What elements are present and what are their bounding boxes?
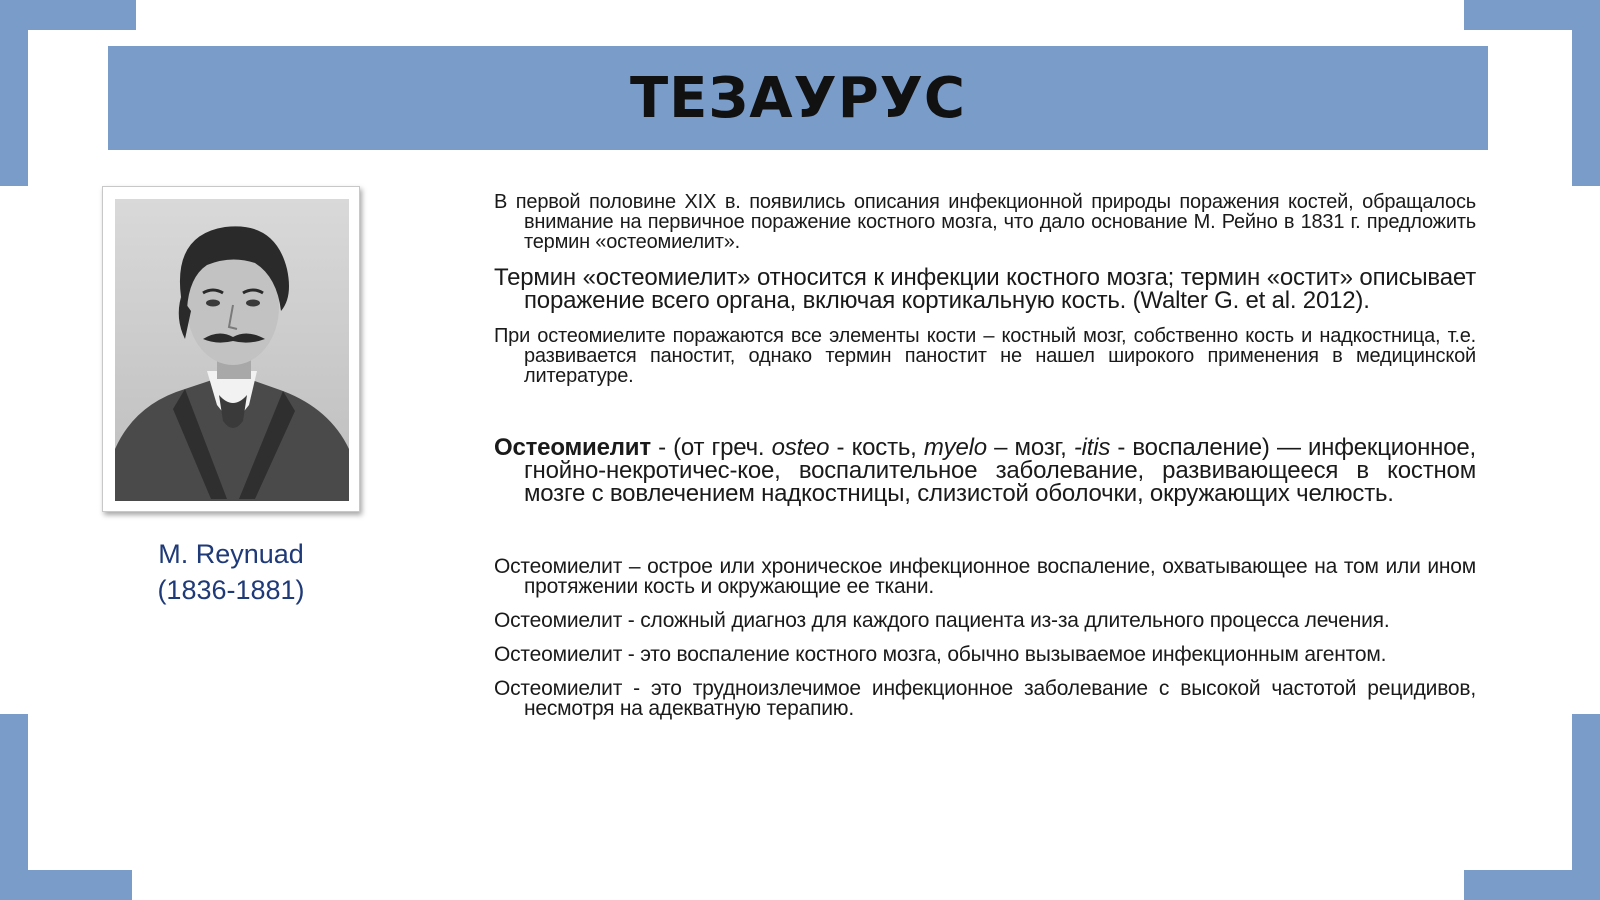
etymology-text: - кость, (829, 434, 924, 461)
portrait-name: M. Reynuad (158, 539, 304, 569)
paragraph-term-definition: Термин «остеомиелит» относится к инфекции костного мозга; термин «остит» описывает поражение всего органа, включая кортикальную кость. (Walter G. et al. 2012). (494, 264, 1476, 314)
page-title: ТЕЗАУРУС (629, 65, 967, 131)
paragraph-etymology (494, 436, 1476, 505)
definition-item: Остеомиелит - это воспаление костного мозга, обычно вызываемое инфекционным агентом. (494, 643, 1387, 666)
etymology-text: – мозг, (986, 434, 1074, 461)
etymology-osteo: osteo (771, 434, 830, 461)
term-osteomyelitis: Остеомиелит (494, 434, 651, 461)
etymology-text: - (от греч. (650, 434, 772, 461)
definition-item: Остеомиелит - это трудноизлечимое инфекционное заболевание с высокой частотой рецидивов, несмотря на адекватную терапию. (494, 677, 1476, 720)
definition-item: Остеомиелит - сложный диагноз для каждого пациента из-за длительного процесса лечения. (494, 609, 1390, 632)
portrait-years: (1836-1881) (157, 575, 305, 605)
content-column (494, 192, 1476, 733)
etymology-itis: -itis (1073, 434, 1111, 461)
portrait-frame (102, 186, 360, 512)
definition-item: Остеомиелит – острое или хроническое инфекционное воспаление, охватывающее на том или ином протяжении кость и окружающие ее ткани. (494, 555, 1476, 598)
corner-decoration (1572, 0, 1600, 186)
paragraph-history: В первой половине XIX в. появились описания инфекционной природы поражения костей, обращалось внимание на первичное поражение костного мозга, что дало основание М. Рейно в 1831 г. предложить термин «остеомиелит». (494, 191, 1476, 253)
portrait-photo-icon (115, 199, 349, 501)
portrait-caption (102, 536, 360, 608)
corner-decoration (0, 0, 28, 186)
etymology-text: - воспаление) — инфекционное, гнойно-некротичес-кое, воспалительное заболевание, развивающееся в костном мозге с вовлечением надкостницы, слизистой оболочки, окружающих челюсть. (524, 434, 1476, 507)
paragraph-panostitis: При остеомиелите поражаются все элементы кости – костный мозг, собственно кость и надкостница, т.е. развивается паностит, однако термин паностит не нашел широкого применения в медицинской литературе. (494, 325, 1476, 387)
title-banner (108, 46, 1488, 150)
etymology-myelo: myelo (923, 434, 987, 461)
corner-decoration (1572, 714, 1600, 900)
corner-decoration (0, 714, 28, 900)
